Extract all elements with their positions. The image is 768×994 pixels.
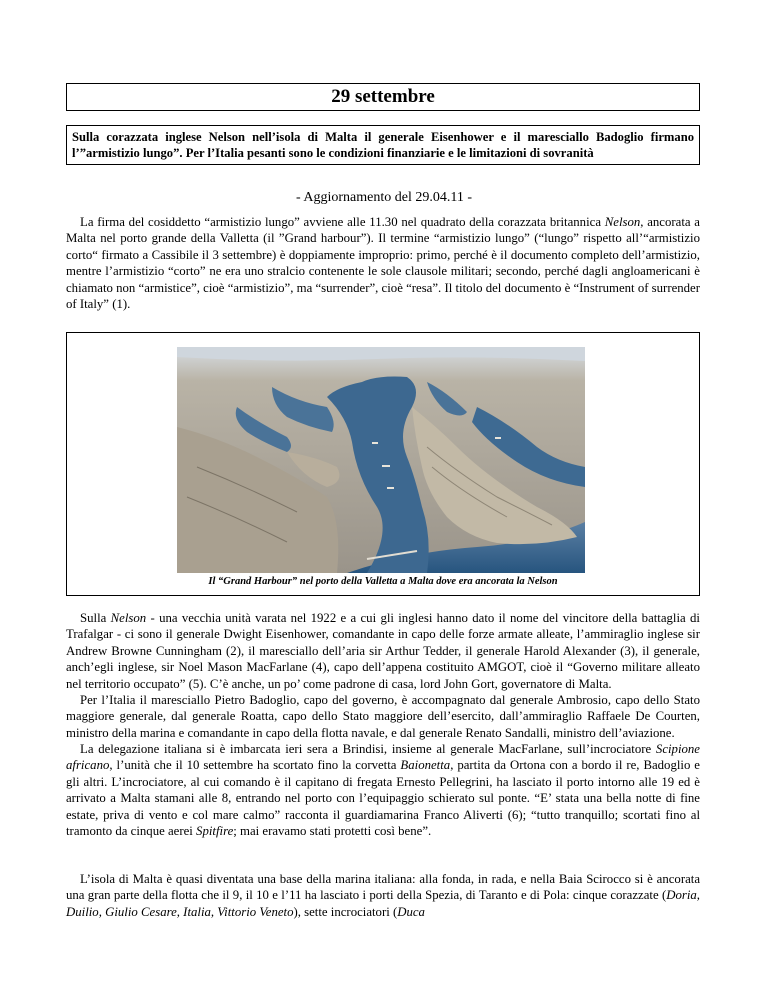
figure-caption: Il “Grand Harbour” nel porto della Valletta a Malta dove era ancorata la Nelson [208, 576, 558, 587]
text-span: ; mai eravamo stati protetti così bene”. [233, 824, 432, 839]
paragraph-5 [66, 871, 700, 920]
ship-name-italic: Duca [397, 904, 425, 919]
paragraph-2 [66, 610, 700, 692]
text-span: - una vecchia unità varata nel 1922 e a cui gli inglesi hanno dato il nome del vincitore della battaglia di Trafalgar - ci sono il generale Dwight Eisenhower, comandante in capo delle forze armate alleate, l’ammiraglio inglese sir Andrew Browne Cunningham (2), il maresciallo dell’aria sir Arthur Tedder, il generale Harold Alexander (3), il generale, anch’egli inglese, sir Noel Mason MacFarlane (4), capo dell’appena costituito AMGOT, cioè il “Governo militare alleato nel territorio occupato” (5). C’è anche, un po’ come padrone di casa, lord John Gort, governatore di Malta. [66, 611, 700, 691]
ship-names-italic: Doria, Duilio, Giulio Cesare, Italia, Vittorio Veneto [66, 888, 700, 919]
text-span: Sulla [80, 611, 111, 625]
subtitle-summary: Sulla corazzata inglese Nelson nell’isola di Malta il generale Eisenhower e il maresciallo Badoglio firmano l’”armistizio lungo”. Per l’Italia pesanti sono le condizioni finanziarie e le limitazioni di sovranità [66, 125, 700, 165]
text-span: La firma del cosiddetto “armistizio lungo” avviene alle 11.30 nel quadrato della corazzata britannica [80, 215, 605, 229]
update-line: - Aggiornamento del 29.04.11 - [295, 190, 472, 205]
text-span: L’isola di Malta è quasi diventata una base della marina italiana: alla fonda, in rada, e nella Baia Scirocco si è ancorata una gran parte della flotta che il 9, il 10 e l’11 ha lasciato i porti della Spezia, di Taranto e di Pola: cinque corazzate ( [66, 872, 700, 903]
text-span: , ancorata a Malta nel porto grande della Valletta (il ”Grand harbour”). Il termine “armistizio lungo” (“lungo” rispetto all’“armistizio corto“ firmato a Cassibile il 3 settembre) è doppiamente improprio: primo, perché è il documento completo dell’armistizio, mentre l’armistizio “corto” ne era uno stralcio contenente le sole clausole militari; secondo, perché dagli angloamericani è chiamato non “armistice”, cioè “armistizio”, ma “surrender”, cioè “resa”. Il titolo del documento è “Instrument of surrender of Italy” (1). [66, 215, 700, 312]
page-title: 29 settembre [66, 83, 700, 111]
text-span: , partita da Ortona con a bordo il re, Badoglio e gli altri. L’incrociatore, al cui comando è il capitano di fregata Ernesto Pellegrini, ha lasciato il porto intorno alle 19 ed è arrivato a Malta stamani alle 8, entrando nel porto con l’equipaggio schierato sul ponte. “E’ stata una bella notte di fine estate, priva di vento e col mare calmo” racconta il guardiamarina Franco Aliverti (6); “tutto tranquillo; scortati fino al tramonto da cinque aerei [66, 758, 700, 839]
text-span: La delegazione italiana si è imbarcata ieri sera a Brindisi, insieme al generale MacFarlane, sull’incrociatore [80, 742, 656, 756]
text-span: ), sette incrociatori ( [293, 904, 398, 919]
paragraph-1 [66, 214, 700, 312]
ship-name-italic: Baionetta [400, 758, 451, 773]
paragraph-3: Per l’Italia il maresciallo Pietro Badoglio, capo del governo, è accompagnato dal generale Ambrosio, capo dello Stato maggiore generale, dal generale Roatta, capo dello Stato maggiore dell’esercito, dall’ammiraglio Raffaele De Courten, ministro della marina e comandante in capo della flotta navale, e dal generale Renato Sandalli, ministro dell’aviazione. [66, 693, 700, 740]
ship-name-italic: Scipione africano [66, 742, 700, 773]
ship-name-italic: Nelson [110, 611, 147, 625]
text-span: , l’unità che il 10 settembre ha scortato fino la corvetta [109, 758, 401, 773]
grand-harbour-aerial-photo [177, 347, 585, 573]
aircraft-name-italic: Spitfire [196, 824, 234, 839]
paragraph-4 [66, 741, 700, 839]
ship-name-italic: Nelson [604, 215, 641, 229]
figure-frame [66, 332, 700, 596]
